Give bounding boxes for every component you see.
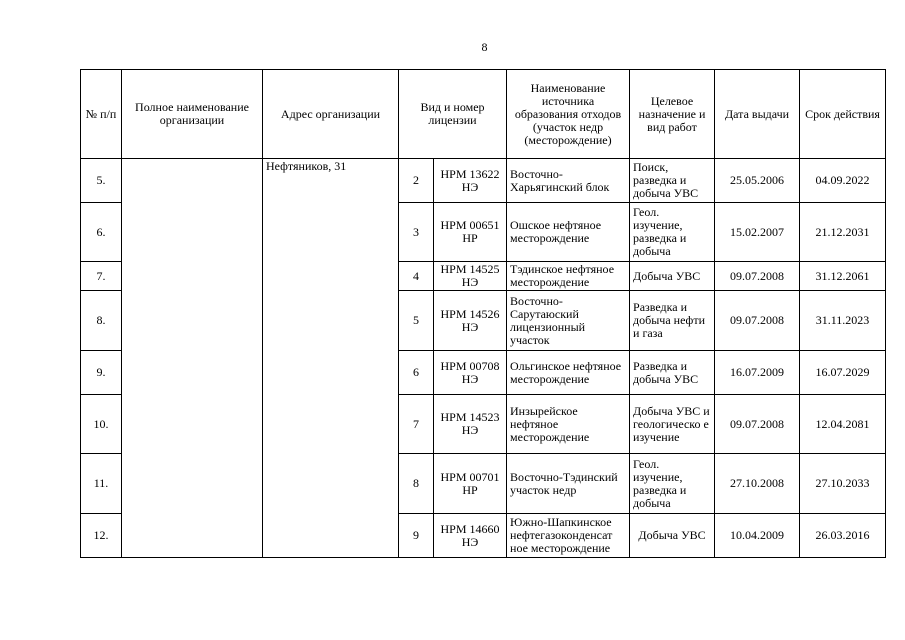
cell-license: НРМ 14523 НЭ: [434, 395, 507, 454]
cell-license: НРМ 13622 НЭ: [434, 159, 507, 203]
cell-idx: 4: [399, 262, 434, 291]
table-header-row: [81, 70, 886, 159]
cell-purpose: Поиск, разведка и добыча УВС: [630, 159, 715, 203]
cell-issue-date: 09.07.2008: [715, 395, 800, 454]
cell-license: НРМ 00651 НР: [434, 203, 507, 262]
cell-license: НРМ 00701 НР: [434, 454, 507, 514]
cell-num: 7.: [81, 262, 122, 291]
license-table: [80, 69, 886, 558]
cell-idx: 5: [399, 291, 434, 351]
cell-purpose: Геол. изучение, разведка и добыча: [630, 203, 715, 262]
cell-idx: 3: [399, 203, 434, 262]
cell-valid-until: 04.09.2022: [800, 159, 886, 203]
table-row: [81, 159, 886, 203]
cell-valid-until: 16.07.2029: [800, 351, 886, 395]
cell-idx: 2: [399, 159, 434, 203]
cell-idx: 7: [399, 395, 434, 454]
page-number: 8: [481, 40, 488, 54]
cell-address: Нефтяников, 31: [263, 159, 399, 558]
cell-purpose: Добыча УВС: [630, 262, 715, 291]
cell-num: 5.: [81, 159, 122, 203]
cell-issue-date: 09.07.2008: [715, 262, 800, 291]
cell-idx: 9: [399, 514, 434, 558]
cell-source: Тэдинское нефтяное месторождение: [507, 262, 630, 291]
cell-source: Восточно-Харьягинский блок: [507, 159, 630, 203]
cell-license: НРМ 14526 НЭ: [434, 291, 507, 351]
header-num: № п/п: [81, 70, 122, 159]
cell-num: 11.: [81, 454, 122, 514]
cell-issue-date: 16.07.2009: [715, 351, 800, 395]
cell-valid-until: 27.10.2033: [800, 454, 886, 514]
cell-valid-until: 21.12.2031: [800, 203, 886, 262]
header-source: Наименование источника образования отходов (участок недр (месторождение): [507, 70, 630, 159]
cell-source: Восточно-Тэдинский участок недр: [507, 454, 630, 514]
cell-num: 12.: [81, 514, 122, 558]
header-license: Вид и номер лицензии: [399, 70, 507, 159]
cell-num: 8.: [81, 291, 122, 351]
cell-issue-date: 15.02.2007: [715, 203, 800, 262]
cell-org-name: [122, 159, 263, 558]
cell-valid-until: 12.04.2081: [800, 395, 886, 454]
cell-purpose: Геол. изучение, разведка и добыча: [630, 454, 715, 514]
header-address: Адрес организации: [263, 70, 399, 159]
cell-issue-date: 25.05.2006: [715, 159, 800, 203]
cell-license: НРМ 14660 НЭ: [434, 514, 507, 558]
cell-source: Ошское нефтяное месторождение: [507, 203, 630, 262]
header-valid-until: Срок действия: [800, 70, 886, 159]
cell-issue-date: 09.07.2008: [715, 291, 800, 351]
cell-valid-until: 26.03.2016: [800, 514, 886, 558]
cell-source: Ольгинское нефтяное месторождение: [507, 351, 630, 395]
cell-source: Восточно-Сарутаюский лицензионный участок: [507, 291, 630, 351]
header-issue-date: Дата выдачи: [715, 70, 800, 159]
cell-purpose: Добыча УВС: [630, 514, 715, 558]
cell-idx: 6: [399, 351, 434, 395]
cell-valid-until: 31.11.2023: [800, 291, 886, 351]
cell-purpose: Добыча УВС и геологическо е изучение: [630, 395, 715, 454]
cell-source: Инзырейское нефтяное месторождение: [507, 395, 630, 454]
cell-purpose: Разведка и добыча УВС: [630, 351, 715, 395]
cell-license: НРМ 14525 НЭ: [434, 262, 507, 291]
cell-valid-until: 31.12.2061: [800, 262, 886, 291]
cell-num: 9.: [81, 351, 122, 395]
cell-source: Южно-Шапкинское нефтегазоконденсат ное месторождение: [507, 514, 630, 558]
header-purpose: Целевое назначение и вид работ: [630, 70, 715, 159]
cell-num: 10.: [81, 395, 122, 454]
cell-num: 6.: [81, 203, 122, 262]
cell-issue-date: 27.10.2008: [715, 454, 800, 514]
cell-purpose: Разведка и добыча нефти и газа: [630, 291, 715, 351]
cell-license: НРМ 00708 НЭ: [434, 351, 507, 395]
header-org-name: Полное наименование организации: [122, 70, 263, 159]
cell-idx: 8: [399, 454, 434, 514]
cell-issue-date: 10.04.2009: [715, 514, 800, 558]
